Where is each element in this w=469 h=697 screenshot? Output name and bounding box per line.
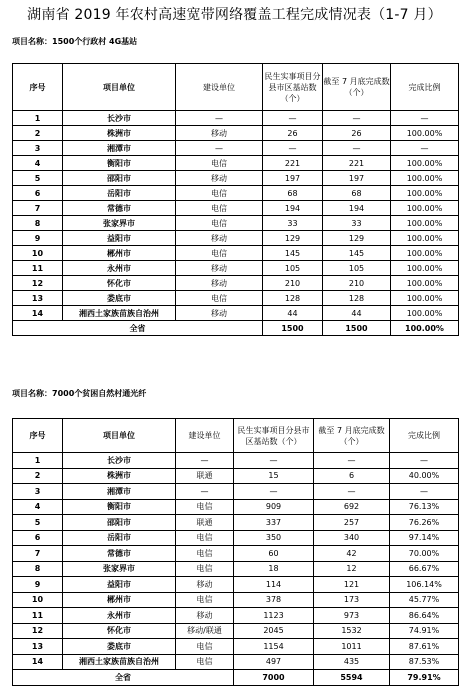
completed-cell: 42 <box>314 546 390 562</box>
completed-cell: — <box>314 453 390 469</box>
completed-cell: 210 <box>323 276 391 291</box>
unit-cell: 衡阳市 <box>63 156 176 171</box>
planned-cell: 68 <box>263 186 323 201</box>
completed-cell: 692 <box>314 499 390 515</box>
completed-cell: — <box>314 484 390 500</box>
planned-cell: 210 <box>263 276 323 291</box>
table-row <box>13 468 459 484</box>
planned-cell: 105 <box>263 261 323 276</box>
table-header-row <box>13 419 459 453</box>
unit-cell: 益阳市 <box>63 231 176 246</box>
completed-cell: 340 <box>314 530 390 546</box>
unit-cell: 湘西土家族苗族自治州 <box>63 654 176 670</box>
builder-cell: 移动 <box>176 261 263 276</box>
planned-cell: 497 <box>234 654 314 670</box>
unit-cell: 张家界市 <box>63 561 176 577</box>
index-cell: 10 <box>13 592 63 608</box>
builder-cell: — <box>176 453 234 469</box>
table-row <box>13 639 459 655</box>
planned-cell: 909 <box>234 499 314 515</box>
project-name-1: 项目名称：1500个行政村 4G基站 <box>12 37 138 46</box>
completed-cell: 173 <box>314 592 390 608</box>
index-cell: 13 <box>13 291 63 306</box>
ratio-cell: 100.00% <box>391 231 459 246</box>
unit-cell: 郴州市 <box>63 592 176 608</box>
planned-cell: 26 <box>263 126 323 141</box>
builder-cell: 电信 <box>176 156 263 171</box>
page-title: 湖南省 2019 年农村高速宽带网络覆盖工程完成情况表（1-7 月） <box>27 7 442 23</box>
unit-cell: 岳阳市 <box>63 530 176 546</box>
planned-cell: — <box>263 141 323 156</box>
completed-cell: 1532 <box>314 623 390 639</box>
unit-cell: 张家界市 <box>63 216 176 231</box>
planned-cell: 33 <box>263 216 323 231</box>
planned-cell: 18 <box>234 561 314 577</box>
completed-cell: 121 <box>314 577 390 593</box>
ratio-cell: 100.00% <box>391 276 459 291</box>
header-ratio: 完成比例 <box>391 64 459 111</box>
table-row <box>13 186 459 201</box>
index-cell: 13 <box>13 639 63 655</box>
index-cell: 6 <box>13 186 63 201</box>
index-cell: 12 <box>13 623 63 639</box>
builder-cell: — <box>176 111 263 126</box>
unit-cell: 怀化市 <box>63 276 176 291</box>
ratio-cell: 97.14% <box>390 530 459 546</box>
planned-cell: — <box>234 453 314 469</box>
unit-cell: 株洲市 <box>63 468 176 484</box>
builder-cell: 电信 <box>176 561 234 577</box>
completed-cell: 1011 <box>314 639 390 655</box>
builder-cell: 电信 <box>176 201 263 216</box>
unit-cell: 怀化市 <box>63 623 176 639</box>
total-planned-cell: 1500 <box>263 321 323 336</box>
builder-cell: 电信 <box>176 546 234 562</box>
completed-cell: 257 <box>314 515 390 531</box>
planned-cell: 2045 <box>234 623 314 639</box>
index-cell: 5 <box>13 171 63 186</box>
unit-cell: 衡阳市 <box>63 499 176 515</box>
ratio-cell: 74.91% <box>390 623 459 639</box>
index-cell: 9 <box>13 577 63 593</box>
table-row <box>13 499 459 515</box>
planned-cell: 60 <box>234 546 314 562</box>
completed-cell: 26 <box>323 126 391 141</box>
table-fiber-villages <box>12 418 459 686</box>
completed-cell: 12 <box>314 561 390 577</box>
builder-cell: 移动/联通 <box>176 623 234 639</box>
planned-cell: 197 <box>263 171 323 186</box>
completed-cell: 197 <box>323 171 391 186</box>
planned-cell: 44 <box>263 306 323 321</box>
ratio-cell: 76.13% <box>390 499 459 515</box>
table-row <box>13 171 459 186</box>
ratio-cell: 87.53% <box>390 654 459 670</box>
table-row <box>13 546 459 562</box>
ratio-cell: 100.00% <box>391 261 459 276</box>
builder-cell: 电信 <box>176 246 263 261</box>
planned-cell: 350 <box>234 530 314 546</box>
table-row <box>13 484 459 500</box>
unit-cell: 长沙市 <box>63 111 176 126</box>
ratio-cell: 70.00% <box>390 546 459 562</box>
builder-cell: 电信 <box>176 216 263 231</box>
header-unit: 项目单位 <box>63 419 176 453</box>
header-builder: 建设单位 <box>176 64 263 111</box>
index-cell: 14 <box>13 306 63 321</box>
total-ratio-cell: 100.00% <box>391 321 459 336</box>
index-cell: 6 <box>13 530 63 546</box>
total-completed-cell: 5594 <box>314 670 390 686</box>
index-cell: 3 <box>13 141 63 156</box>
builder-cell: 移动 <box>176 608 234 624</box>
table-row <box>13 291 459 306</box>
builder-cell: — <box>176 141 263 156</box>
index-cell: 10 <box>13 246 63 261</box>
index-cell: 5 <box>13 515 63 531</box>
header-planned: 民生实事项目分县市区基站数（个） <box>234 419 314 453</box>
index-cell: 4 <box>13 499 63 515</box>
index-cell: 11 <box>13 261 63 276</box>
total-completed-cell: 1500 <box>323 321 391 336</box>
table-row <box>13 141 459 156</box>
index-cell: 9 <box>13 231 63 246</box>
table-row <box>13 201 459 216</box>
completed-cell: 6 <box>314 468 390 484</box>
table-row <box>13 654 459 670</box>
unit-cell: 湘西土家族苗族自治州 <box>63 306 176 321</box>
completed-cell: 973 <box>314 608 390 624</box>
index-cell: 12 <box>13 276 63 291</box>
total-row <box>13 321 459 336</box>
builder-cell: 移动 <box>176 276 263 291</box>
index-cell: 2 <box>13 468 63 484</box>
ratio-cell: — <box>391 141 459 156</box>
builder-cell: 移动 <box>176 126 263 141</box>
builder-cell: 移动 <box>176 306 263 321</box>
table-row <box>13 111 459 126</box>
header-ratio: 完成比例 <box>390 419 459 453</box>
completed-cell: — <box>323 141 391 156</box>
table-header-row <box>13 64 459 111</box>
completed-cell: 194 <box>323 201 391 216</box>
completed-cell: 435 <box>314 654 390 670</box>
index-cell: 2 <box>13 126 63 141</box>
unit-cell: 邵阳市 <box>63 171 176 186</box>
planned-cell: 194 <box>263 201 323 216</box>
table-4g-base-stations <box>12 63 459 336</box>
table-row <box>13 216 459 231</box>
completed-cell: 33 <box>323 216 391 231</box>
ratio-cell: 106.14% <box>390 577 459 593</box>
planned-cell: 378 <box>234 592 314 608</box>
ratio-cell: 87.61% <box>390 639 459 655</box>
index-cell: 7 <box>13 201 63 216</box>
table-row <box>13 276 459 291</box>
ratio-cell: — <box>390 484 459 500</box>
table-row <box>13 592 459 608</box>
ratio-cell: 100.00% <box>391 306 459 321</box>
table-row <box>13 530 459 546</box>
table-row <box>13 608 459 624</box>
unit-cell: 永州市 <box>63 261 176 276</box>
total-label-cell: 全省 <box>13 321 263 336</box>
completed-cell: 221 <box>323 156 391 171</box>
ratio-cell: 45.77% <box>390 592 459 608</box>
ratio-cell: 100.00% <box>391 291 459 306</box>
completed-cell: 128 <box>323 291 391 306</box>
table-row <box>13 561 459 577</box>
planned-cell: 129 <box>263 231 323 246</box>
total-ratio-cell: 79.91% <box>390 670 459 686</box>
planned-cell: 337 <box>234 515 314 531</box>
builder-cell: 联通 <box>176 468 234 484</box>
builder-cell: 电信 <box>176 592 234 608</box>
ratio-cell: — <box>390 453 459 469</box>
builder-cell: 电信 <box>176 499 234 515</box>
unit-cell: 娄底市 <box>63 291 176 306</box>
planned-cell: — <box>263 111 323 126</box>
total-label-cell: 全省 <box>13 670 234 686</box>
completed-cell: 44 <box>323 306 391 321</box>
builder-cell: 电信 <box>176 186 263 201</box>
unit-cell: 湘潭市 <box>63 484 176 500</box>
index-cell: 4 <box>13 156 63 171</box>
builder-cell: 移动 <box>176 171 263 186</box>
planned-cell: 221 <box>263 156 323 171</box>
header-planned: 民生实事项目分县市区基站数（个） <box>263 64 323 111</box>
builder-cell: 电信 <box>176 639 234 655</box>
index-cell: 11 <box>13 608 63 624</box>
ratio-cell: 100.00% <box>391 246 459 261</box>
header-completed: 截至 7 月底完成数（个） <box>314 419 390 453</box>
ratio-cell: — <box>391 111 459 126</box>
table-row <box>13 231 459 246</box>
ratio-cell: 100.00% <box>391 216 459 231</box>
table-row <box>13 261 459 276</box>
total-row <box>13 670 459 686</box>
header-index: 序号 <box>13 419 63 453</box>
index-cell: 1 <box>13 453 63 469</box>
ratio-cell: 100.00% <box>391 126 459 141</box>
project-name-2: 项目名称：7000个贫困自然村通光纤 <box>12 389 147 398</box>
header-unit: 项目单位 <box>63 64 176 111</box>
unit-cell: 永州市 <box>63 608 176 624</box>
builder-cell: 电信 <box>176 530 234 546</box>
index-cell: 7 <box>13 546 63 562</box>
unit-cell: 郴州市 <box>63 246 176 261</box>
index-cell: 1 <box>13 111 63 126</box>
table-row <box>13 453 459 469</box>
ratio-cell: 100.00% <box>391 171 459 186</box>
index-cell: 8 <box>13 561 63 577</box>
table-row <box>13 246 459 261</box>
table-row <box>13 306 459 321</box>
unit-cell: 长沙市 <box>63 453 176 469</box>
completed-cell: 68 <box>323 186 391 201</box>
header-index: 序号 <box>13 64 63 111</box>
planned-cell: 1154 <box>234 639 314 655</box>
planned-cell: 114 <box>234 577 314 593</box>
planned-cell: 15 <box>234 468 314 484</box>
builder-cell: 移动 <box>176 231 263 246</box>
unit-cell: 常德市 <box>63 546 176 562</box>
table-row <box>13 623 459 639</box>
builder-cell: 联通 <box>176 515 234 531</box>
header-completed: 截至 7 月底完成数（个） <box>323 64 391 111</box>
unit-cell: 娄底市 <box>63 639 176 655</box>
index-cell: 8 <box>13 216 63 231</box>
planned-cell: — <box>234 484 314 500</box>
builder-cell: 移动 <box>176 577 234 593</box>
unit-cell: 湘潭市 <box>63 141 176 156</box>
table-row <box>13 156 459 171</box>
ratio-cell: 100.00% <box>391 186 459 201</box>
ratio-cell: 100.00% <box>391 156 459 171</box>
index-cell: 14 <box>13 654 63 670</box>
unit-cell: 岳阳市 <box>63 186 176 201</box>
ratio-cell: 86.64% <box>390 608 459 624</box>
completed-cell: 129 <box>323 231 391 246</box>
table-row <box>13 577 459 593</box>
table-row <box>13 515 459 531</box>
ratio-cell: 66.67% <box>390 561 459 577</box>
unit-cell: 常德市 <box>63 201 176 216</box>
index-cell: 3 <box>13 484 63 500</box>
header-builder: 建设单位 <box>176 419 234 453</box>
unit-cell: 益阳市 <box>63 577 176 593</box>
ratio-cell: 100.00% <box>391 201 459 216</box>
completed-cell: 145 <box>323 246 391 261</box>
table-row <box>13 126 459 141</box>
planned-cell: 128 <box>263 291 323 306</box>
ratio-cell: 40.00% <box>390 468 459 484</box>
completed-cell: — <box>323 111 391 126</box>
unit-cell: 邵阳市 <box>63 515 176 531</box>
planned-cell: 145 <box>263 246 323 261</box>
unit-cell: 株洲市 <box>63 126 176 141</box>
planned-cell: 1123 <box>234 608 314 624</box>
total-planned-cell: 7000 <box>234 670 314 686</box>
builder-cell: — <box>176 484 234 500</box>
completed-cell: 105 <box>323 261 391 276</box>
builder-cell: 电信 <box>176 654 234 670</box>
ratio-cell: 76.26% <box>390 515 459 531</box>
builder-cell: 电信 <box>176 291 263 306</box>
